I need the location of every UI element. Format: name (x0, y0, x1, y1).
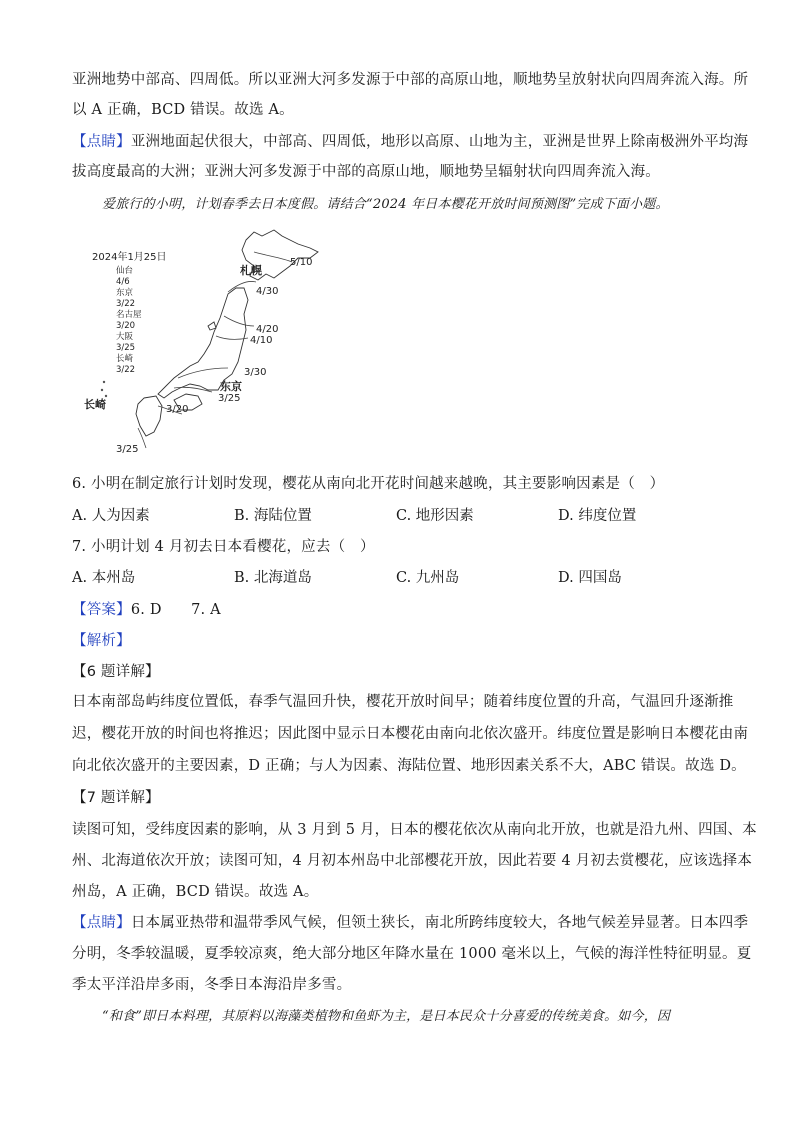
tip-text: 日本属亚热带和温带季风气候，但领土狭长，南北所跨纬度较大，各地气候差异显著。日本四季 (130, 915, 749, 931)
isoline-label: 3/25 (116, 444, 139, 455)
analysis-text-line: 亚洲地势中部高、四周低。所以亚洲大河多发源于中部的高原山地，顺地势呈放射状向四周奔流入海。所 (72, 72, 749, 88)
tip-label: 【点睛】 (72, 134, 131, 150)
analysis-label: 【解析】 (72, 633, 131, 649)
japan-cherry-blossom-map (78, 222, 323, 457)
city-label-nagasaki: 长崎 (84, 398, 106, 411)
q6-option-a[interactable]: A. 人为因素 (72, 508, 150, 524)
detail-6-line: 向北依次盛开的主要因素，D 正确；与人为因素、海陆位置、地形因素关系不大，ABC 错误。故选 D。 (72, 758, 746, 774)
tip-text-line: 分明，冬季较温暖，夏季较凉爽，绝大部分地区年降水量在 1000 毫米以上，气候的海洋性特征明显。夏 (72, 946, 752, 962)
detail-7-line: 州岛，A 正确，BCD 错误。故选 A。 (72, 884, 319, 900)
isoline-4-20 (224, 316, 254, 326)
legend-item: 名古屋 (116, 310, 142, 320)
legend-item: 长崎 (116, 354, 134, 364)
detail-7-line: 读图可知，受纬度因素的影响，从 3 月到 5 月，日本的樱花依次从南向北开放，也就是沿九州、四国、本 (72, 822, 757, 838)
question-6-stem: 6. 小明在制定旅行计划时发现，樱花从南向北开花时间越来越晚，其主要影响因素是（ ） (72, 476, 665, 492)
tip-text-line: 季太平洋沿岸多雨，冬季日本海沿岸多雪。 (72, 977, 352, 993)
next-question-intro: “和食”即日本料理，其原料以海藻类植物和鱼虾为主，是日本民众十分喜爱的传统美食。如今，因 (102, 1009, 671, 1024)
tip-text: 亚洲地面起伏很大，中部高、四周低，地形以高原、山地为主，亚洲是世界上除南极洲外平均海 (130, 134, 749, 150)
tip-label: 【点睛】 (72, 915, 131, 931)
isoline-label: 4/30 (256, 286, 279, 297)
detail-6-line: 日本南部岛屿纬度位置低，春季气温回升快，樱花开放时间早；随着纬度位置的升高，气温回升逐渐推 (72, 694, 734, 710)
legend-item: 东京 (116, 288, 134, 298)
isoline-4-10 (216, 336, 248, 339)
legend-item: 3/25 (116, 343, 136, 353)
legend-item: 3/22 (116, 365, 136, 375)
answer-line (72, 598, 221, 619)
detail-7-label: 【7 题详解】 (72, 790, 160, 806)
legend-item: 3/22 (116, 299, 136, 309)
isoline-label: 3/30 (244, 367, 267, 378)
isoline-label: 4/10 (250, 335, 273, 346)
legend-item: 仙台 (116, 266, 134, 276)
legend-item: 4/6 (116, 277, 130, 287)
analysis-text-line: 以 A 正确，BCD 错误。故选 A。 (72, 102, 294, 118)
q7-option-a[interactable]: A. 本州岛 (72, 570, 136, 586)
island-dot (105, 395, 107, 397)
map-legend-title: 2024年1月25日 (92, 252, 167, 263)
isoline-label: 3/25 (218, 393, 241, 404)
question-intro: 爱旅行的小明，计划春季去日本度假。请结合“2024 年日本樱花开放时间预测图”完成下面小题。 (102, 197, 669, 212)
isoline-3-25-south (138, 428, 146, 448)
kyushu-outline (136, 396, 162, 436)
q6-option-d[interactable]: D. 纬度位置 (558, 508, 637, 524)
tip-paragraph (72, 911, 748, 932)
q7-option-d[interactable]: D. 四国岛 (558, 570, 622, 586)
tip-text-line: 拔高度最高的大洲；亚洲大河多发源于中部的高原山地，顺地势呈辐射状向四周奔流入海。 (72, 164, 660, 180)
island-dot (101, 389, 103, 391)
isoline-5-10 (254, 252, 292, 262)
detail-6-line: 迟，樱花开放的时间也将推迟；因此图中显示日本樱花由南向北依次盛开。纬度位置是影响日本樱花由南 (72, 726, 749, 742)
city-label-tokyo: 东京 (220, 380, 242, 393)
isoline-label: 5/10 (290, 257, 313, 268)
q7-option-c[interactable]: C. 九州岛 (396, 570, 460, 586)
legend-item: 大阪 (116, 332, 134, 342)
q6-option-b[interactable]: B. 海陆位置 (234, 508, 312, 524)
question-7-stem: 7. 小明计划 4 月初去日本看樱花，应去（ ） (72, 539, 375, 555)
island-outline (208, 322, 216, 330)
answer-label: 【答案】 (72, 602, 131, 618)
answer-text: 6. D 7. A (130, 602, 221, 618)
isoline-label: 3/20 (166, 404, 189, 415)
island-dot (103, 381, 105, 383)
legend-item: 3/20 (116, 321, 136, 331)
detail-7-line: 州、北海道依次开放；读图可知，4 月初本州岛中北部樱花开放，因此若要 4 月初去赏樱花，应该选择本 (72, 853, 753, 869)
q6-option-c[interactable]: C. 地形因素 (396, 508, 474, 524)
detail-6-label: 【6 题详解】 (72, 664, 160, 680)
isoline-label: 4/20 (256, 324, 279, 335)
tip-paragraph (72, 130, 748, 151)
city-label-sapporo: 札幌 (240, 264, 262, 277)
q7-option-b[interactable]: B. 北海道岛 (234, 570, 312, 586)
